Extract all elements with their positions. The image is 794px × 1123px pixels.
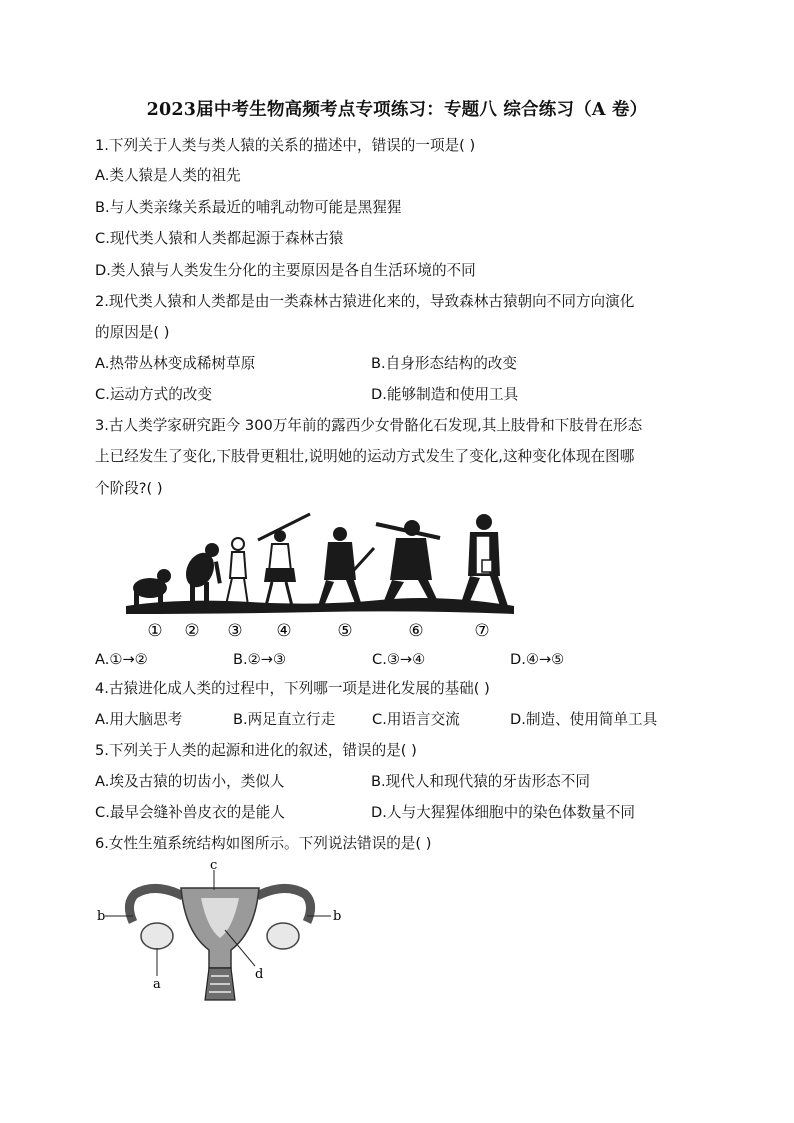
left-tube — [129, 888, 183, 922]
question-5-option-b: B.现代人和现代猿的牙齿形态不同 — [371, 773, 590, 790]
stage-label-7: ⑦ — [474, 621, 490, 641]
question-5-option-d: D.人与大猩猩体细胞中的染色体数量不同 — [371, 804, 635, 821]
stage-3-hominid — [226, 538, 248, 605]
right-ovary — [267, 923, 299, 949]
label-c: c — [210, 858, 218, 873]
question-2-stem-line-2: 的原因是( ) — [95, 324, 170, 341]
left-ovary — [141, 923, 173, 949]
question-3-option-b: B.②→③ — [233, 651, 287, 668]
question-5-option-a: A.埃及古猿的切齿小，类似人 — [95, 773, 285, 790]
right-tube — [257, 888, 311, 922]
stage-label-2: ② — [184, 621, 200, 641]
page-title: 2023届中考生物高频考点专项练习：专题八 综合练习（A 卷） — [146, 100, 648, 120]
question-4-option-b: B.两足直立行走 — [233, 711, 336, 728]
question-2-option-a: A.热带丛林变成稀树草原 — [95, 355, 256, 372]
question-4-option-c: C.用语言交流 — [372, 711, 460, 728]
question-4-option-d: D.制造、使用简单工具 — [510, 711, 658, 728]
question-3-stem-line-3: 个阶段?( ) — [95, 480, 163, 497]
human-evolution-figure — [120, 510, 520, 642]
stage-6-human — [376, 520, 440, 606]
stage-label-3: ③ — [227, 621, 243, 641]
question-3-option-a: A.①→② — [95, 651, 148, 668]
question-3-option-c: C.③→④ — [372, 651, 426, 668]
question-3-option-d: D.④→⑤ — [510, 651, 565, 668]
question-1-stem: 1.下列关于人类与类人猿的关系的描述中，错误的一项是( ) — [95, 137, 476, 154]
question-3-stem-line-1: 3.古人类学家研究距今 300万年前的露西少女骨骼化石发现,其上肢骨和下肢骨在形态 — [95, 417, 643, 434]
female-reproductive-system-figure — [95, 858, 345, 1008]
label-b-right: b — [333, 909, 342, 924]
label-a: a — [153, 977, 161, 992]
question-5-stem: 5.下列关于人类的起源和进化的叙述，错误的是( ) — [95, 742, 417, 759]
stage-label-4: ④ — [276, 621, 292, 641]
question-6-stem: 6.女性生殖系统结构如图所示。下列说法错误的是( ) — [95, 835, 432, 852]
question-1-option-c: C.现代类人猿和人类都起源于森林古猿 — [95, 230, 344, 247]
stage-2-ape — [181, 543, 222, 606]
label-d: d — [255, 967, 264, 982]
question-2-option-d: D.能够制造和使用工具 — [371, 386, 519, 403]
question-1-option-a: A.类人猿是人类的祖先 — [95, 167, 241, 184]
stage-7-human — [460, 514, 508, 606]
stage-label-6: ⑥ — [408, 621, 424, 641]
stage-5-human — [318, 527, 374, 606]
stage-4-hominid — [258, 514, 310, 606]
question-1-option-d: D.类人猿与人类发生分化的主要原因是各自生活环境的不同 — [95, 262, 476, 279]
question-4-option-a: A.用大脑思考 — [95, 711, 183, 728]
stage-1-ape — [133, 569, 171, 606]
stage-label-1: ① — [147, 621, 163, 641]
question-5-option-c: C.最早会缝补兽皮衣的是能人 — [95, 804, 285, 821]
question-3-stem-line-2: 上已经发生了变化,下肢骨更粗壮,说明她的运动方式发生了变化,这种变化体现在图哪 — [95, 448, 635, 465]
question-2-option-c: C.运动方式的改变 — [95, 386, 212, 403]
question-1-option-b: B.与人类亲缘关系最近的哺乳动物可能是黑猩猩 — [95, 199, 402, 216]
question-2-stem-line-1: 2.现代类人猿和人类都是由一类森林古猿进化来的，导致森林古猿朝向不同方向演化 — [95, 293, 635, 310]
stage-label-5: ⑤ — [337, 621, 353, 641]
question-2-option-b: B.自身形态结构的改变 — [371, 355, 517, 372]
question-4-stem: 4.古猿进化成人类的过程中，下列哪一项是进化发展的基础( ) — [95, 680, 490, 697]
label-b-left: b — [97, 909, 106, 924]
